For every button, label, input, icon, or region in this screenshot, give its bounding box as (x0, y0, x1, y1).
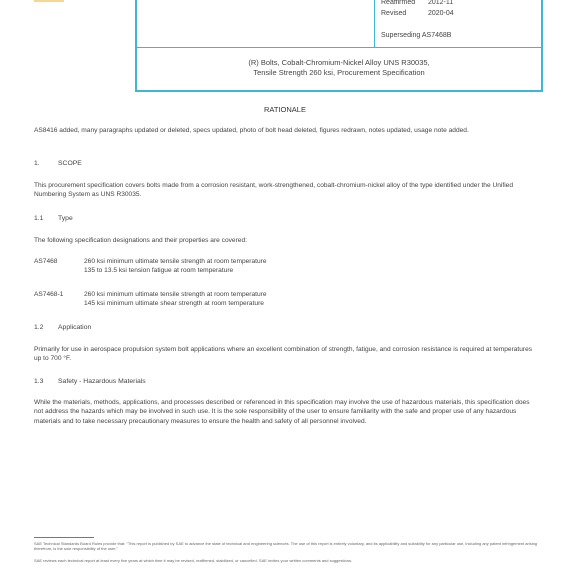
section-title: SCOPE (58, 160, 82, 167)
section-number: 1. (34, 160, 40, 167)
section-title: Safety - Hazardous Materials (58, 378, 146, 385)
section-safety-heading (34, 378, 146, 385)
revised-date: 2020-04 (427, 10, 454, 17)
sae-logo (34, 0, 64, 2)
document-header-box (135, 0, 543, 92)
revised-label: Revised (381, 10, 407, 17)
document-title-line-2: Tensile Strength 260 ksi, Procurement Specification (253, 68, 425, 77)
reaffirmed-date: 2012-11 (427, 0, 454, 6)
section-title: Application (58, 324, 92, 331)
section-number: 1.3 (34, 378, 44, 385)
designation-property: 145 ksi minimum ultimate shear strength at room temperature (84, 300, 264, 308)
reaffirmed-row (381, 0, 453, 6)
section-number: 1.2 (34, 324, 44, 331)
section-application-heading (34, 324, 91, 331)
designation-property: 260 ksi minimum ultimate tensile strength at room temperature (84, 291, 267, 298)
footer-review-note: SAE reviews each technical report at least every five years at which time it may be revised, reaffirmed, stabilized, or cancelled. SAE invites your written comments and suggestions. (34, 558, 353, 563)
safety-text: While the materials, methods, applications, and processes described or referenced in this specification may involve the use of hazardous materials, this specification does not address the hazards which may be involved in such use. It is the sole responsibility of the user to ensure familiarity with the safe and proper use of any hazardous materials and to take necessary precautionary measures to ensure the health and safety of all personnel involved. (34, 399, 530, 425)
section-scope-heading (34, 160, 82, 167)
rationale-text: AS8416 added, many paragraphs updated or deleted, specs updated, photo of bolt head deleted, figures redrawn, notes updated, usage note added. (34, 127, 469, 134)
header-vertical-divider (374, 0, 375, 47)
revised-row (381, 10, 454, 17)
application-text: Primarily for use in aerospace propulsion system bolt applications where an excellent combination of strength, fatigue, and corrosion resistance is required at temperatures up to 700 °F. (34, 346, 533, 363)
designation-property: 260 ksi minimum ultimate tensile strength at room temperature (84, 258, 267, 265)
document-title-line-1: (R) Bolts, Cobalt-Chromium-Nickel Alloy UNS R30035, (248, 58, 430, 67)
designation-property: 135 to 13.5 ksi tension fatigue at room temperature (84, 267, 234, 275)
footer-divider (34, 537, 94, 538)
rationale-heading: RATIONALE (264, 105, 306, 114)
footer-rules-note: SAE Technical Standards Board Rules provide that: "This report is published by SAE to advance the state of technical and engineering sciences. The use of this report is entirely voluntary, and its applicability and suitability for any particular use, including any patent infringement arising therefrom, is the sole responsibility of the user." (34, 541, 538, 552)
section-type-heading (34, 215, 73, 222)
type-intro-text: The following specification designations and their properties are covered: (34, 237, 247, 244)
section-number: 1.1 (34, 215, 44, 222)
scope-text: This procurement specification covers bolts made from a corrosion resistant, work-strengthened, cobalt-chromium-nickel alloy of the type identified under the Unified Numbering System as UNS R30035. (34, 182, 514, 199)
superseding-note: Superseding AS7468B (381, 32, 452, 39)
header-horizontal-divider (137, 47, 541, 48)
section-title: Type (58, 215, 73, 222)
designation-code: AS7468-1 (34, 291, 64, 298)
designation-code: AS7468 (34, 258, 58, 265)
reaffirmed-label: Reaffirmed (381, 0, 416, 6)
